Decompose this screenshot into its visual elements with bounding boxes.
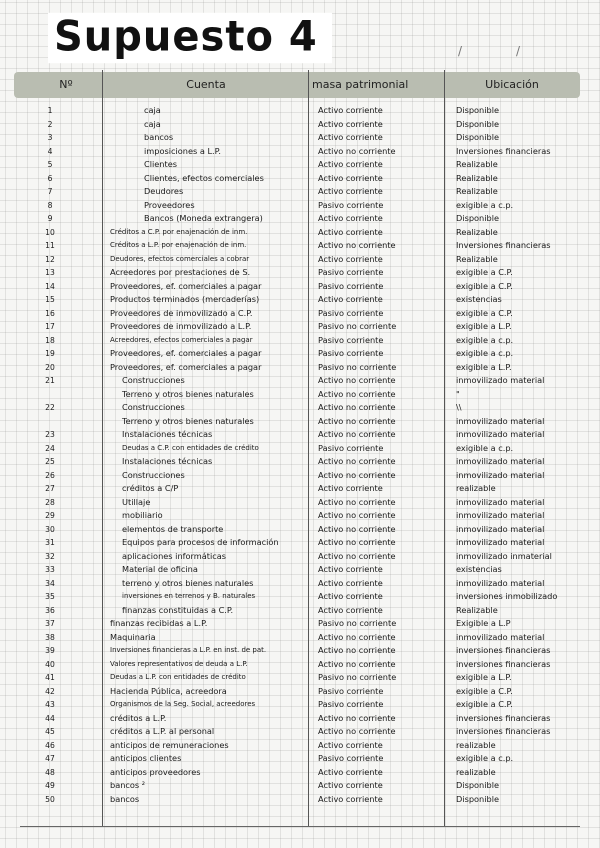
row-cuenta: Proveedores, ef. comerciales a pagar [110, 361, 262, 372]
table-row [0, 563, 600, 577]
row-ubicacion: inversiones financieras [456, 658, 551, 669]
row-number: 25 [45, 457, 55, 466]
row-ubicacion: Inversiones financieras [456, 240, 551, 250]
row-masa: Pasivo corriente [318, 334, 384, 345]
table-row [0, 172, 600, 186]
table-row [0, 266, 600, 280]
row-masa: Activo corriente [318, 739, 383, 750]
row-masa: Pasivo no corriente [318, 361, 397, 372]
table-row [0, 401, 600, 415]
row-ubicacion: inmovilizado material [456, 456, 545, 466]
row-number: 20 [45, 362, 55, 372]
row-masa: Activo no corriente [318, 726, 396, 736]
row-number: 2 [47, 119, 53, 129]
table-row [0, 739, 600, 753]
row-cuenta: anticipos proveedores [110, 766, 201, 777]
row-cuenta: Deudores, efectos comerciales a cobrar [110, 254, 250, 263]
table-row [0, 374, 600, 388]
row-masa: Activo no corriente [318, 658, 396, 669]
row-cuenta: Acreedores por prestaciones de S. [110, 267, 251, 277]
table-row [0, 766, 600, 780]
row-cuenta: Inversiones financieras a L.P. en inst. de pat. [110, 646, 267, 654]
row-masa: Activo no corriente [318, 469, 396, 480]
row-number: 49 [45, 781, 55, 790]
row-number: 16 [45, 308, 55, 318]
row-number: 15 [45, 295, 55, 304]
row-cuenta: Proveedores, ef. comerciales a pagar [110, 348, 262, 358]
row-masa: Activo no corriente [318, 429, 396, 439]
row-ubicacion: Inversiones financieras [456, 145, 551, 156]
row-number: 13 [45, 268, 55, 277]
table-row [0, 428, 600, 442]
row-ubicacion: Realizable [456, 226, 498, 237]
table-bottom-line [20, 826, 580, 827]
table-row [0, 631, 600, 645]
row-ubicacion: exigible a C.P. [456, 280, 513, 291]
date-mark: / [458, 44, 463, 58]
row-masa: Pasivo corriente [318, 307, 384, 318]
row-number: 29 [45, 511, 55, 520]
row-cuenta: finanzas recibidas a L.P. [110, 618, 208, 628]
row-ubicacion: inmovilizado material [456, 469, 545, 480]
row-cuenta: Créditos a C.P. por enajenación de inm. [110, 227, 248, 236]
row-masa: Activo corriente [318, 577, 383, 588]
row-cuenta: Maquinaria [110, 631, 156, 642]
row-masa: Activo no corriente [318, 375, 396, 385]
row-cuenta: Hacienda Pública, acreedora [110, 685, 227, 696]
row-cuenta: Utillaje [122, 496, 151, 507]
row-masa: Activo corriente [318, 253, 383, 264]
row-cuenta: anticipos clientes [110, 753, 182, 763]
row-masa: Activo no corriente [318, 631, 396, 642]
row-number: 47 [45, 754, 55, 763]
row-ubicacion: Disponible [456, 213, 500, 223]
row-ubicacion: inversiones financieras [456, 645, 551, 655]
row-number: 42 [45, 686, 55, 696]
row-cuenta: Clientes, efectos comerciales [144, 172, 264, 183]
row-ubicacion: exigible a c.p. [456, 334, 514, 345]
row-cuenta: créditos a L.P. [110, 712, 167, 723]
table-row [0, 752, 600, 766]
row-masa: Activo no corriente [318, 537, 396, 547]
row-masa: Pasivo corriente [318, 348, 384, 358]
row-masa: Activo no corriente [318, 388, 396, 399]
row-masa: Activo no corriente [318, 550, 396, 561]
row-masa: Activo corriente [318, 766, 383, 777]
row-number: 19 [45, 349, 55, 358]
row-number: 44 [45, 713, 55, 723]
row-number: 8 [47, 200, 53, 210]
row-ubicacion: Disponible [456, 118, 500, 129]
row-ubicacion: inversiones financieras [456, 726, 551, 736]
row-cuenta: elementos de transporte [122, 523, 224, 534]
row-number: 48 [45, 767, 55, 777]
row-ubicacion: Realizable [456, 253, 498, 264]
row-cuenta: anticipos de remuneraciones [110, 739, 229, 750]
row-masa: Activo no corriente [318, 523, 396, 534]
row-cuenta: Proveedores de inmovilizado a L.P. [110, 321, 252, 331]
row-cuenta: Construcciones [122, 469, 185, 480]
row-ubicacion: inmovilizado material [456, 510, 545, 520]
row-number: 43 [45, 700, 55, 709]
row-ubicacion: realizable [456, 739, 496, 750]
row-number: 4 [47, 146, 53, 156]
row-cuenta: Proveedores, ef. comerciales a pagar [110, 280, 262, 291]
row-cuenta: Instalaciones técnicas [122, 429, 213, 439]
table-row [0, 617, 600, 631]
header-masa: masa patrimonial [312, 78, 409, 91]
row-number: 22 [45, 403, 55, 412]
row-number: 28 [45, 497, 55, 507]
table-row [0, 685, 600, 699]
row-cuenta: terreno y otros bienes naturales [122, 577, 254, 588]
header-n: Nº [59, 78, 73, 91]
row-cuenta: Valores representativos de deuda a L.P. [110, 659, 248, 668]
row-number: 21 [45, 376, 55, 385]
table-row [0, 725, 600, 739]
row-cuenta: Construcciones [122, 402, 185, 412]
row-masa: Pasivo corriente [318, 280, 384, 291]
row-ubicacion: \\ [456, 402, 462, 412]
row-number: 17 [45, 322, 55, 331]
row-number: 30 [45, 524, 55, 534]
row-masa: Activo no corriente [318, 145, 396, 156]
row-cuenta: Deudas a L.P. con entidades de crédito [110, 673, 246, 681]
row-ubicacion: existencias [456, 294, 502, 304]
row-number: 45 [45, 727, 55, 736]
table-row [0, 671, 600, 685]
row-number: 18 [45, 335, 55, 345]
row-ubicacion: Realizable [456, 159, 498, 169]
row-number: 35 [45, 592, 55, 601]
row-ubicacion: exigible a C.P. [456, 267, 513, 277]
row-ubicacion: Exigible a L.P [456, 618, 511, 628]
table-row [0, 131, 600, 145]
row-ubicacion: inmovilizado material [456, 496, 545, 507]
row-ubicacion: exigible a L.P. [456, 321, 512, 331]
row-ubicacion: Realizable [456, 186, 498, 196]
table-row [0, 509, 600, 523]
row-number: 46 [45, 740, 55, 750]
row-ubicacion: Disponible [456, 105, 500, 115]
row-number: 26 [45, 470, 55, 480]
row-ubicacion: " [456, 388, 460, 399]
row-number: 12 [45, 254, 55, 264]
row-cuenta: Terreno y otros bienes naturales [122, 415, 254, 426]
table-row [0, 104, 600, 118]
table-row [0, 158, 600, 172]
row-ubicacion: Realizable [456, 604, 498, 615]
row-cuenta: Bancos (Moneda extrangera) [144, 213, 263, 223]
row-ubicacion: exigible a L.P. [456, 361, 512, 372]
row-cuenta: créditos a C/P [122, 483, 179, 493]
row-number: 31 [45, 538, 55, 547]
row-masa: Activo corriente [318, 186, 383, 196]
row-masa: Activo corriente [318, 793, 383, 804]
table-row [0, 361, 600, 375]
row-cuenta: Material de oficina [122, 564, 198, 574]
row-ubicacion: inmovilizado material [456, 429, 545, 439]
table-row [0, 644, 600, 658]
row-ubicacion: exigible a C.P. [456, 699, 513, 709]
table-row [0, 577, 600, 591]
row-cuenta: Deudas a C.P. con entidades de crédito [122, 443, 259, 452]
row-masa: Activo no corriente [318, 240, 396, 250]
row-masa: Activo no corriente [318, 645, 396, 655]
row-masa: Activo corriente [318, 105, 383, 115]
row-ubicacion: exigible a c.p. [456, 753, 514, 763]
row-masa: Pasivo no corriente [318, 321, 397, 331]
row-masa: Activo corriente [318, 159, 383, 169]
table-row [0, 347, 600, 361]
table-row [0, 469, 600, 483]
row-cuenta: inversiones en terrenos y B. naturales [122, 592, 256, 600]
row-ubicacion: realizable [456, 766, 496, 777]
table-row [0, 334, 600, 348]
row-ubicacion: Realizable [456, 172, 498, 183]
row-ubicacion: inmovilizado material [456, 375, 545, 385]
row-cuenta: Clientes [144, 159, 178, 169]
row-cuenta: créditos a L.P. al personal [110, 726, 215, 736]
row-cuenta: bancos [144, 132, 174, 142]
row-number: 10 [45, 227, 55, 237]
row-ubicacion: inmovilizado material [456, 577, 545, 588]
row-ubicacion: exigible a C.P. [456, 685, 513, 696]
table-row [0, 415, 600, 429]
row-number: 33 [45, 565, 55, 574]
row-number: 3 [47, 133, 53, 142]
table-row [0, 145, 600, 159]
row-masa: Activo corriente [318, 226, 383, 237]
page-title: Supuesto 4 [48, 13, 332, 63]
row-ubicacion: Disponible [456, 793, 500, 804]
row-masa: Activo corriente [318, 172, 383, 183]
row-masa: Activo corriente [318, 294, 383, 304]
row-number: 27 [45, 484, 55, 493]
row-masa: Activo no corriente [318, 456, 396, 466]
row-masa: Activo corriente [318, 213, 383, 223]
row-cuenta: Productos terminados (mercaderías) [110, 294, 260, 304]
row-masa: Pasivo no corriente [318, 618, 397, 628]
date-mark: / [516, 44, 521, 58]
table-row [0, 590, 600, 604]
row-number: 24 [45, 443, 55, 453]
row-masa: Activo corriente [318, 591, 383, 601]
row-cuenta: Organismos de la Seg. Social, acreedores [110, 700, 256, 708]
row-ubicacion: exigible a C.P. [456, 307, 513, 318]
row-cuenta: Proveedores [144, 199, 195, 210]
table-row [0, 658, 600, 672]
table-row [0, 388, 600, 402]
row-number: 14 [45, 281, 55, 291]
row-ubicacion: inmovilizado inmaterial [456, 550, 552, 561]
row-number: 37 [45, 619, 55, 628]
table-row [0, 482, 600, 496]
row-cuenta: Deudores [144, 186, 184, 196]
row-ubicacion: exigible a c.p. [456, 348, 514, 358]
table-row [0, 442, 600, 456]
row-ubicacion: realizable [456, 483, 496, 493]
row-masa: Activo corriente [318, 604, 383, 615]
row-cuenta: Equipos para procesos de información [122, 537, 279, 547]
row-masa: Pasivo corriente [318, 699, 384, 709]
row-cuenta: bancos [110, 793, 140, 804]
row-number: 40 [45, 659, 55, 669]
row-masa: Pasivo corriente [318, 753, 384, 763]
row-cuenta: Construcciones [122, 375, 185, 385]
table-row [0, 226, 600, 240]
row-ubicacion: inmovilizado material [456, 415, 545, 426]
table-row [0, 307, 600, 321]
row-ubicacion: Disponible [456, 780, 500, 790]
table-row [0, 239, 600, 253]
row-cuenta: Proveedores de inmovilizado a C.P. [110, 307, 253, 318]
row-ubicacion: inversiones financieras [456, 712, 551, 723]
row-masa: Activo corriente [318, 132, 383, 142]
row-number: 7 [47, 187, 53, 196]
table-row [0, 253, 600, 267]
table-row [0, 550, 600, 564]
table-row [0, 496, 600, 510]
table-row [0, 523, 600, 537]
table-row [0, 536, 600, 550]
row-masa: Activo corriente [318, 564, 383, 574]
row-cuenta: imposiciones a L.P. [144, 145, 221, 156]
row-ubicacion: inversiones inmobilizado [456, 591, 558, 601]
row-ubicacion: exigible a c.p. [456, 199, 514, 210]
row-number: 38 [45, 632, 55, 642]
row-number: 50 [45, 794, 55, 804]
row-masa: Activo corriente [318, 780, 383, 790]
row-masa: Activo no corriente [318, 402, 396, 412]
row-number: 1 [47, 106, 53, 115]
table-row [0, 118, 600, 132]
row-masa: Activo corriente [318, 483, 383, 493]
row-cuenta: Acreedores, efectos comerciales a pagar [110, 335, 253, 344]
row-number: 9 [47, 214, 53, 223]
table-row [0, 280, 600, 294]
row-cuenta: caja [144, 105, 161, 115]
row-cuenta: aplicaciones informáticas [122, 550, 227, 561]
table-row [0, 185, 600, 199]
row-number: 23 [45, 430, 55, 439]
header-ubicacion: Ubicación [485, 78, 539, 91]
row-masa: Activo no corriente [318, 510, 396, 520]
table-row [0, 199, 600, 213]
row-number: 11 [45, 241, 55, 250]
row-masa: Activo no corriente [318, 496, 396, 507]
row-ubicacion: inmovilizado material [456, 537, 545, 547]
table-row [0, 320, 600, 334]
row-ubicacion: inmovilizado material [456, 631, 545, 642]
row-masa: Pasivo corriente [318, 199, 384, 210]
row-cuenta: Terreno y otros bienes naturales [122, 388, 254, 399]
table-row [0, 604, 600, 618]
table-row [0, 455, 600, 469]
row-number: 6 [47, 173, 53, 183]
table-row [0, 212, 600, 226]
row-number: 39 [45, 646, 55, 655]
row-number: 36 [45, 605, 55, 615]
row-ubicacion: Disponible [456, 132, 500, 142]
row-ubicacion: exigible a L.P. [456, 672, 512, 682]
row-masa: Pasivo corriente [318, 267, 384, 277]
table-row [0, 793, 600, 807]
row-ubicacion: existencias [456, 564, 502, 574]
row-masa: Activo no corriente [318, 712, 396, 723]
row-masa: Pasivo corriente [318, 685, 384, 696]
row-masa: Pasivo no corriente [318, 672, 397, 682]
table-body [0, 104, 600, 806]
row-cuenta: finanzas constituidas a C.P. [122, 604, 234, 615]
table-row [0, 712, 600, 726]
row-cuenta: mobiliario [122, 510, 163, 520]
row-number: 5 [47, 160, 53, 169]
row-ubicacion: inmovilizado material [456, 523, 545, 534]
header-cuenta: Cuenta [186, 78, 226, 91]
table-row [0, 779, 600, 793]
row-masa: Activo no corriente [318, 415, 396, 426]
row-number: 32 [45, 551, 55, 561]
table-row [0, 698, 600, 712]
row-ubicacion: exigible a c.p. [456, 442, 514, 453]
row-number: 34 [45, 578, 55, 588]
row-masa: Activo corriente [318, 118, 383, 129]
row-number: 41 [45, 673, 55, 682]
row-cuenta: Créditos a L.P. por enajenación de inm. [110, 241, 247, 249]
table-row [0, 293, 600, 307]
row-cuenta: caja [144, 118, 161, 129]
row-cuenta: bancos ² [110, 780, 146, 790]
row-masa: Pasivo corriente [318, 442, 384, 453]
row-cuenta: Instalaciones técnicas [122, 456, 213, 466]
